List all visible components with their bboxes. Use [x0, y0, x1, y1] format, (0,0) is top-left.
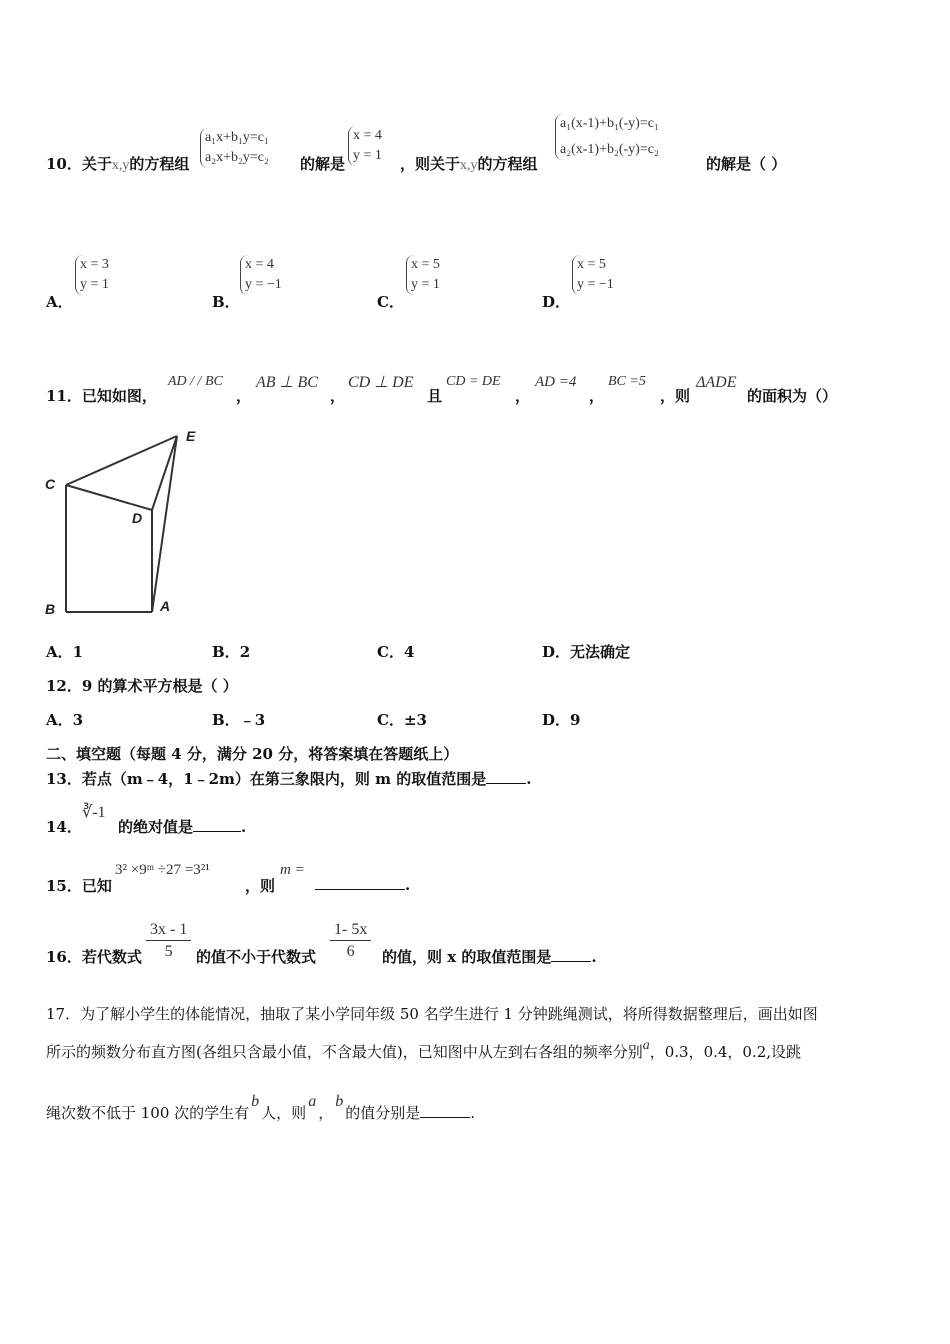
q16-tail [382, 946, 597, 967]
q10-stem-prefix [46, 153, 189, 174]
q10-option-c-line-2: y = 1 [411, 277, 440, 292]
q11-sep-3: 且 [427, 387, 443, 405]
q10-given-eq-1: a₁x+b₁y=c₁ [205, 130, 269, 145]
q17-line-3b: 人，则 [261, 1104, 307, 1122]
q10-text-3: 的解是 [300, 155, 346, 173]
q13 [46, 768, 531, 789]
q11-sep-6: ，则 [660, 387, 691, 405]
q16-fraction-1-denominator: 5 [164, 943, 173, 960]
q12-option-d [542, 709, 580, 730]
q11-label-a: A [160, 598, 171, 614]
q11-option-b-text: 2 [239, 643, 251, 661]
q12-stem: 12．9 的算术平方根是（ ） [46, 677, 238, 695]
q10-option-b-line-1: x = 4 [245, 257, 274, 272]
q17-line-2a: 所示的频数分布直方图(各组只含最小值，不含最大值)，已知图中从左到右各组的频率分别 [46, 1043, 643, 1061]
q11-cond-ad-parallel-bc: AD / / BC [168, 374, 223, 389]
q10-option-b-system [240, 255, 282, 295]
q10-given-sol-y: y = 1 [353, 148, 382, 163]
q13-end: . [526, 770, 532, 788]
q14-end: . [241, 818, 247, 836]
q10-option-c-system [406, 255, 440, 295]
q11-segment-ce [66, 436, 177, 485]
q11-option-a [46, 641, 83, 662]
q17-line-2 [46, 1038, 802, 1065]
q12-option-a-text: 3 [72, 711, 84, 729]
q10-option-a-system [75, 255, 109, 295]
q10-new-eq-1: a₁(x-1)+b₁(-y)=c₁ [560, 116, 659, 131]
q10-text-1: 关于 [81, 155, 112, 173]
q11-sep-5: ， [589, 387, 605, 405]
q10-new-system [555, 114, 659, 160]
q16-fraction-1-numerator: 3x - 1 [146, 920, 191, 941]
q11-figure [40, 425, 210, 620]
q11-segment-ea [152, 436, 177, 612]
q10-option-a-line-1: x = 3 [80, 257, 109, 272]
q16-fraction-2-denominator: 6 [346, 943, 355, 960]
q15-mid: ，则 [245, 877, 276, 895]
q17-line-1: 17．为了解小学生的体能情况，抽取了某小学同年级 50 名学生进行 1 分钟跳绳测试，将所得数据整理后，画出如图 [46, 1005, 818, 1023]
q17-line-2b: ，0.3，0.4，0.2,设跳 [649, 1043, 802, 1061]
q11-cond-bc-5: BC =5 [608, 374, 646, 389]
q16-mid: 的值不小于代数式 [196, 948, 317, 966]
q11-label-d: D [132, 510, 143, 526]
q11-option-d-text: 无法确定 [570, 643, 631, 661]
q16-fraction-1 [146, 920, 191, 963]
q17-line-3a: 绳次数不低于 100 次的学生有 [46, 1104, 250, 1122]
q15-m-equals: m = [280, 862, 305, 878]
q17-var-a-2: a [308, 1093, 317, 1110]
q15-answer-blank[interactable] [315, 875, 405, 890]
q11-sep-1: ， [236, 387, 252, 405]
q10-option-a-label: A． [46, 293, 73, 311]
q11-sep-4: ， [515, 387, 531, 405]
q15-stem-prefix: 15．已知 [46, 877, 112, 895]
q10-option-d-line-2: y = −1 [577, 277, 614, 292]
q11-option-a-label: A． [46, 643, 73, 661]
q16-answer-blank[interactable] [551, 947, 591, 962]
q12-option-d-label: D． [542, 711, 571, 729]
q17-var-b: b [251, 1093, 260, 1110]
q12-option-b-text: ﹣3 [239, 711, 266, 729]
q17-line-3c: 的值分别是 [345, 1104, 421, 1122]
q11-stem-tail: 的面积为（） [747, 387, 838, 405]
q10-option-c-label: C． [377, 293, 404, 311]
q10-text-2: 的方程组 [129, 155, 190, 173]
q10-option-d-line-1: x = 5 [577, 257, 606, 272]
q10-option-a-line-2: y = 1 [80, 277, 109, 292]
q17-end: . [470, 1104, 475, 1122]
q14-tail-text: 的绝对值是 [118, 818, 194, 836]
q11-segment-cd [66, 485, 152, 510]
q12-option-c-label: C． [377, 711, 404, 729]
q10-mid-text [400, 153, 538, 174]
q10-vars-1: x,y [111, 158, 130, 173]
q12-option-d-text: 9 [570, 711, 581, 729]
q11-cond-cd-eq-de: CD = DE [446, 374, 501, 389]
q14-answer-blank[interactable] [193, 817, 241, 832]
q12-option-b [212, 709, 265, 730]
q10-text-4: ，则关于 [400, 155, 461, 173]
q10-option-b-label: B． [212, 293, 240, 311]
q14-number: 14． [46, 818, 82, 836]
q13-stem: 13．若点（m﹣4，1﹣2m）在第三象限内，则 m 的取值范围是 [46, 770, 487, 788]
q11-option-a-text: 1 [72, 643, 84, 661]
q10-text-5: 的方程组 [477, 155, 538, 173]
q10-given-eq-2: a₂x+b₂y=c₂ [205, 150, 269, 165]
q10-text-6: 的解是（ ） [706, 155, 787, 173]
q11-option-d [542, 641, 630, 662]
q14-tail [118, 816, 246, 837]
q10-number: 10． [46, 155, 82, 173]
q11-label-e: E [186, 428, 196, 444]
q10-given-solution [348, 126, 382, 166]
q11-segment-de [152, 436, 177, 510]
q14-expression: ∛-1 [82, 804, 106, 821]
q11-figure-lines [66, 436, 177, 612]
q15-end: . [405, 876, 411, 894]
q17-var-b-2: b [335, 1093, 344, 1110]
q11-option-d-label: D． [542, 643, 571, 661]
q15-equation: 3² ×9ᵐ ÷27 =3²¹ [115, 862, 210, 878]
q10-option-b-line-2: y = −1 [245, 277, 282, 292]
section-fill-in-heading: 二、填空题（每题 4 分，满分 20 分，将答案填在答题纸上） [46, 745, 459, 763]
q12-option-a-label: A． [46, 711, 73, 729]
q11-option-b-label: B． [212, 643, 240, 661]
q16-tail-text: 的值，则 x 的取值范围是 [382, 948, 552, 966]
q11-option-c-text: 4 [403, 643, 415, 661]
q11-triangle-ade: ΔADE [696, 374, 737, 391]
q11-cond-ad-4: AD =4 [535, 374, 577, 390]
q11-sep-2: ， [330, 387, 346, 405]
q17-answer-blank[interactable] [420, 1103, 470, 1118]
q11-stem-prefix: 11．已知如图， [46, 387, 157, 405]
q13-answer-blank[interactable] [486, 769, 526, 784]
q10-option-c-line-1: x = 5 [411, 257, 440, 272]
q12-option-b-label: B． [212, 711, 240, 729]
q11-label-c: C [45, 476, 56, 492]
q10-option-d-system [572, 255, 614, 295]
q10-vars-2: x,y [460, 158, 478, 173]
q17-var-a: a [642, 1038, 650, 1053]
q16-fraction-2 [330, 920, 371, 963]
q16-fraction-2-numerator: 1- 5x [330, 920, 371, 941]
q12-option-c-text: ±3 [403, 711, 427, 729]
q10-option-d-label: D． [542, 293, 571, 311]
q12-option-c [377, 709, 427, 730]
q11-option-c-label: C． [377, 643, 404, 661]
q11-option-c [377, 641, 414, 662]
q11-cond-cd-perp-de: CD ⊥ DE [348, 374, 414, 391]
q11-cond-ab-perp-bc: AB ⊥ BC [256, 374, 318, 391]
q17-line-3 [46, 1093, 475, 1125]
q17-comma: ， [318, 1104, 334, 1122]
q11-label-b: B [45, 601, 56, 617]
q10-given-system [200, 128, 269, 168]
q12-option-a [46, 709, 83, 730]
q16-stem-prefix: 16．若代数式 [46, 948, 142, 966]
q10-new-eq-2: a₂(x-1)+b₂(-y)=c₂ [560, 142, 659, 157]
q16-end: . [591, 948, 597, 966]
q15-answer [315, 875, 410, 894]
q10-given-sol-x: x = 4 [353, 128, 382, 143]
q11-option-b [212, 641, 250, 662]
